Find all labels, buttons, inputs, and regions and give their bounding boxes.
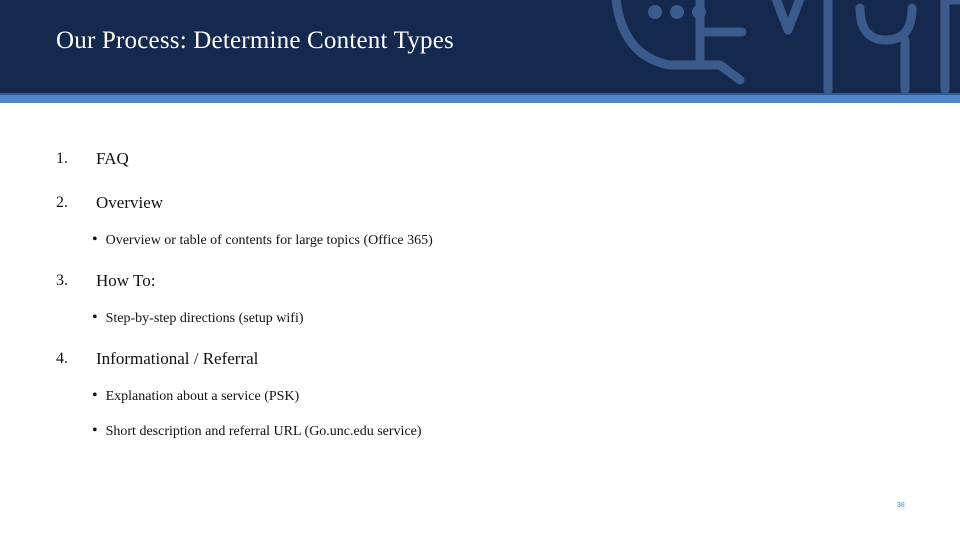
list-item-label: Overview	[96, 193, 164, 212]
list-item-label: How To:	[96, 271, 156, 290]
list-item-number: 1.	[56, 150, 68, 167]
slide-header	[0, 0, 960, 93]
sub-list-item	[92, 422, 422, 440]
list-item-number: 2.	[56, 194, 68, 211]
bullet-icon: •	[92, 231, 98, 248]
decorative-logo-watermark	[560, 0, 960, 93]
bullet-icon: •	[92, 422, 98, 439]
bullet-icon: •	[92, 387, 98, 404]
sub-list-item	[92, 231, 433, 249]
list-item-label: Informational / Referral	[96, 349, 259, 368]
page-number: 38	[897, 502, 905, 509]
sub-list-item-text: Explanation about a service (PSK)	[105, 389, 300, 404]
sub-list-item-text: Short description and referral URL (Go.unc.edu service)	[105, 424, 422, 439]
bullet-icon: •	[92, 309, 98, 326]
slide-title: Our Process: Determine Content Types	[56, 27, 454, 54]
sub-list-item	[92, 387, 299, 405]
header-accent-line	[0, 93, 960, 95]
list-item-label: FAQ	[96, 149, 129, 168]
list-item-number: 3.	[56, 272, 68, 289]
sub-list-item-text: Step-by-step directions (setup wifi)	[105, 311, 304, 326]
sub-list-item-text: Overview or table of contents for large topics (Office 365)	[105, 233, 433, 248]
list-item-number: 4.	[56, 350, 68, 367]
sub-list-item	[92, 309, 304, 327]
